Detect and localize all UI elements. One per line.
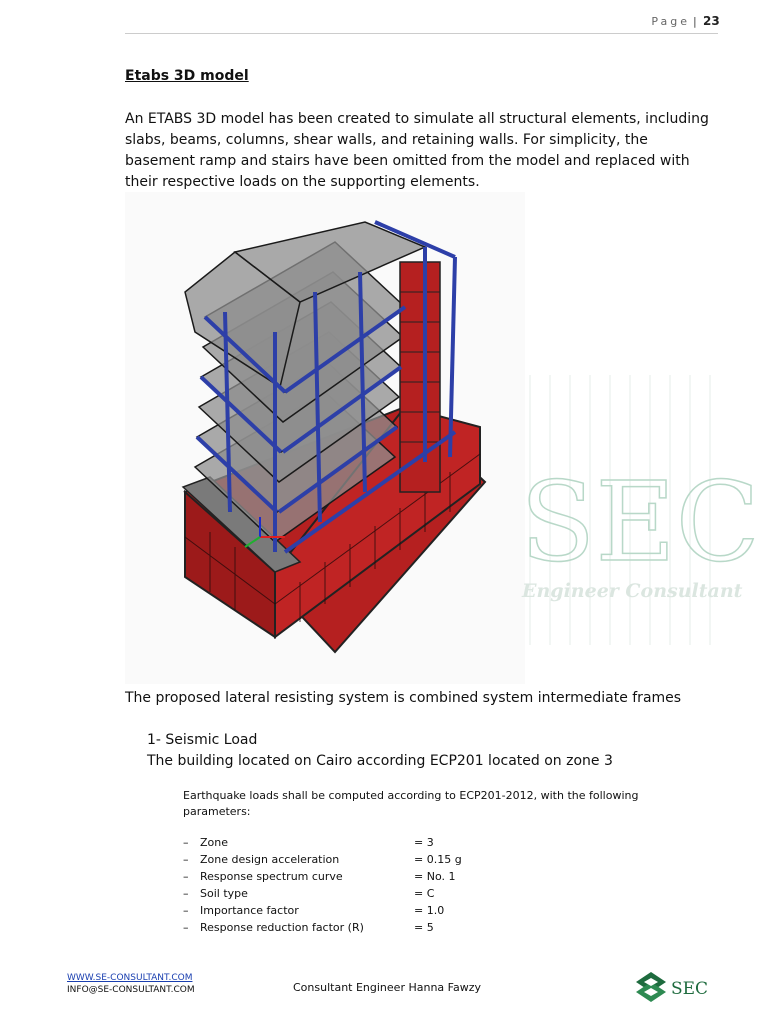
parameter-name: Importance factor <box>200 904 299 917</box>
building-model-graphic <box>125 192 525 684</box>
parameter-name: Soil type <box>200 887 248 900</box>
parameter-value: = 5 <box>414 921 434 934</box>
bullet-dash: – <box>183 853 189 866</box>
section-title: Etabs 3D model <box>125 68 249 84</box>
etabs-3d-model-image <box>125 192 525 684</box>
logo-text: SEC <box>671 979 709 999</box>
watermark-letters: SEC <box>520 458 760 586</box>
watermark-graphic <box>520 365 760 650</box>
page-number: 23 <box>703 14 720 28</box>
bullet-dash: – <box>183 836 189 849</box>
watermark-tagline: Engineer Consultant <box>522 580 743 602</box>
page-header <box>0 0 768 40</box>
page-label: Page <box>651 15 690 28</box>
header-rule <box>125 33 718 34</box>
parameter-value: = 3 <box>414 836 434 849</box>
parameter-value: = C <box>414 887 435 900</box>
bullet-dash: – <box>183 904 189 917</box>
parameter-name: Zone <box>200 836 229 849</box>
footer-website-link[interactable]: WWW.SE-CONSULTANT.COM <box>67 973 193 983</box>
lateral-system-text: The proposed lateral resisting system is combined system intermediate frames <box>125 690 682 706</box>
bullet-dash: – <box>183 887 189 900</box>
parameter-value: = 1.0 <box>414 904 445 917</box>
parameter-name: Response reduction factor (R) <box>200 921 364 934</box>
parameter-value: = 0.15 g <box>414 853 462 866</box>
seismic-heading: 1- Seismic Load <box>147 732 258 748</box>
page-separator: | <box>693 15 697 28</box>
bullet-dash: – <box>183 921 189 934</box>
parameter-value: = No. 1 <box>414 870 456 883</box>
sec-watermark <box>520 365 760 650</box>
seismic-description: The building located on Cairo according ECP201 located on zone 3 <box>147 753 613 769</box>
parameter-name: Response spectrum curve <box>200 870 343 883</box>
sec-logo-icon <box>634 970 724 1008</box>
intro-paragraph: An ETABS 3D model has been created to simulate all structural elements, including slabs, beams, columns, shear walls, and retaining walls. For simplicity, the basement ramp and stairs have been omitted from the model and replaced with their respective loads on the supporting elements. <box>125 111 709 190</box>
footer-email: INFO@SE-CONSULTANT.COM <box>67 985 195 995</box>
parameter-name: Zone design acceleration <box>200 853 340 866</box>
parameters-intro: Earthquake loads shall be computed according to ECP201-2012, with the following parameters: <box>183 789 639 818</box>
bullet-dash: – <box>183 870 189 883</box>
footer-author: Consultant Engineer Hanna Fawzy <box>293 981 481 994</box>
sec-logo <box>634 970 724 1008</box>
